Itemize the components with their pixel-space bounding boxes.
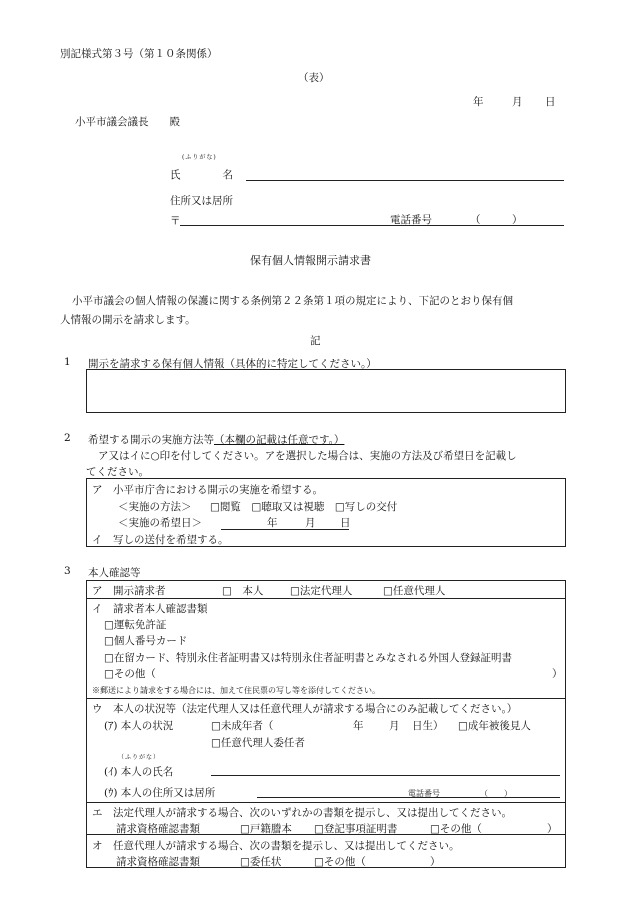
intro-line-2: 人情報の開示を請求します。 xyxy=(60,314,196,326)
furigana-label: (ふりがな) xyxy=(182,154,217,161)
desired-date-label: ＜実施の希望日＞ xyxy=(118,517,202,529)
power-of-attorney-checkbox[interactable]: □委任状 xyxy=(240,856,282,868)
other-id-close-paren: ） xyxy=(552,668,563,680)
section2-title xyxy=(88,432,344,447)
document-title: 保有個人情報開示請求書 xyxy=(250,254,371,267)
date-month-label: 月 xyxy=(512,96,523,108)
row-divider-i xyxy=(86,698,566,699)
principal-name-line[interactable] xyxy=(211,775,560,776)
section1-input-box[interactable] xyxy=(86,369,566,413)
intro-line-1: 小平市議会の個人情報の保護に関する条例第２２条第１項の規定により、下記のとおり保有個 xyxy=(72,295,513,307)
desired-date-year: 年 xyxy=(267,517,278,529)
legal-other-checkbox[interactable]: □その他（ xyxy=(430,823,482,835)
row-e-title: エ 法定代理人が請求する場合、次のいずれかの書類を提示し、又は提出してください。 xyxy=(92,807,512,819)
adult-ward-checkbox[interactable]: □成年被後見人 xyxy=(458,720,531,732)
mail-request-note: ※郵送により請求をする場合には、加えて住民票の写し等を添付してください。 xyxy=(92,686,380,695)
row-divider-u xyxy=(86,802,566,803)
phone-label: 電話番号 xyxy=(390,214,432,226)
section2-title-main: 希望する開示の実施方法等 xyxy=(88,434,214,446)
row-divider-a xyxy=(86,598,566,599)
principal-phone-label: 電話番号 xyxy=(408,789,440,798)
section2-title-note: （本欄の記載は任意です。） xyxy=(214,434,345,446)
address-label: 住所又は居所 xyxy=(170,195,233,207)
principal-status-label: (ｱ) 本人の状況 xyxy=(104,720,174,732)
row-o-docs-label: 請求資格確認書類 xyxy=(116,856,200,868)
desired-date-month: 月 xyxy=(305,517,316,529)
residence-card-checkbox[interactable]: □在留カード、特別永住者証明書又は特別永住者証明書とみなされる外国人登録証明書 xyxy=(104,652,512,664)
drivers-license-checkbox[interactable]: □運転免許証 xyxy=(104,619,167,631)
requester-legal-agent-checkbox[interactable]: □法定代理人 xyxy=(290,585,353,597)
principal-address-line[interactable] xyxy=(257,797,560,798)
row-o-title: オ 任意代理人が請求する場合、次の書類を提示し、又は提出してください。 xyxy=(92,840,460,852)
principal-phone-paren: （ ） xyxy=(480,789,512,798)
birth-year-label: 年 xyxy=(353,720,364,732)
date-year-label: 年 xyxy=(473,96,484,108)
legal-other-close-paren: ） xyxy=(547,823,558,835)
desired-date-line[interactable] xyxy=(221,529,349,530)
section2-instruction-2: てください。 xyxy=(86,466,149,478)
other-id-checkbox[interactable]: □その他（ xyxy=(104,668,156,680)
method-label: ＜実施の方法＞ xyxy=(118,501,192,513)
my-number-card-checkbox[interactable]: □個人番号カード xyxy=(104,635,188,647)
name-line[interactable] xyxy=(246,180,564,181)
birth-day-label: 日生） xyxy=(412,720,444,732)
addressee: 小平市議会議長 殿 xyxy=(75,116,180,128)
side-label: （表） xyxy=(298,72,330,84)
principal-delegator-checkbox[interactable]: □任意代理人委任者 xyxy=(211,737,305,749)
desired-date-day: 日 xyxy=(340,517,351,529)
voluntary-other-checkbox[interactable]: □その他（ xyxy=(314,856,366,868)
voluntary-other-close-paren: ） xyxy=(430,856,441,868)
method-options[interactable]: □閲覧 □聴取又は視聴 □写しの交付 xyxy=(210,501,398,513)
principal-address-label: (ｳ) 本人の住所又は居所 xyxy=(104,787,216,799)
row-a-label: ア 開示請求者 xyxy=(92,585,166,597)
registry-certificate-checkbox[interactable]: □登記事項証明書 xyxy=(314,823,398,835)
principal-name-label: (ｲ) 本人の氏名 xyxy=(104,766,174,778)
section2-number: 2 xyxy=(64,432,71,444)
family-register-checkbox[interactable]: □戸籍謄本 xyxy=(240,823,292,835)
ki-label: 記 xyxy=(310,335,321,347)
row-i-title: イ 請求者本人確認書類 xyxy=(92,603,208,615)
section2-instruction-1: ア又はイに○印を付してください。アを選択した場合は、実施の方法及び希望日を記載し xyxy=(98,450,517,462)
name-label: 氏 名 xyxy=(170,169,233,181)
section3-number: 3 xyxy=(64,565,71,577)
section1-title: 開示を請求する保有個人情報（具体的に特定してください。） xyxy=(88,358,377,370)
section3-title: 本人確認等 xyxy=(88,567,141,579)
row-u-title: ウ 本人の状況等（法定代理人又は任意代理人が請求する場合にのみ記載してください。） xyxy=(92,703,518,715)
date-day-label: 日 xyxy=(545,96,556,108)
row-e-docs-label: 請求資格確認書類 xyxy=(116,823,200,835)
minor-checkbox[interactable]: □未成年者（ xyxy=(211,720,274,732)
option-i-line[interactable]: イ 写しの送付を希望する。 xyxy=(92,534,229,546)
birth-month-label: 月 xyxy=(389,720,400,732)
requester-self-checkbox[interactable]: □ 本人 xyxy=(222,585,264,597)
requester-voluntary-agent-checkbox[interactable]: □任意代理人 xyxy=(383,585,446,597)
section1-number: 1 xyxy=(64,356,71,368)
form-number: 別記様式第３号（第１０条関係） xyxy=(60,48,218,60)
principal-furigana-label: （ふりがな） xyxy=(118,754,161,761)
option-a-line[interactable]: ア 小平市庁舎における開示の実施を希望する。 xyxy=(92,484,323,496)
phone-paren: （ ） xyxy=(470,214,523,226)
address-line[interactable] xyxy=(180,225,564,226)
postal-mark: 〒 xyxy=(170,215,181,227)
